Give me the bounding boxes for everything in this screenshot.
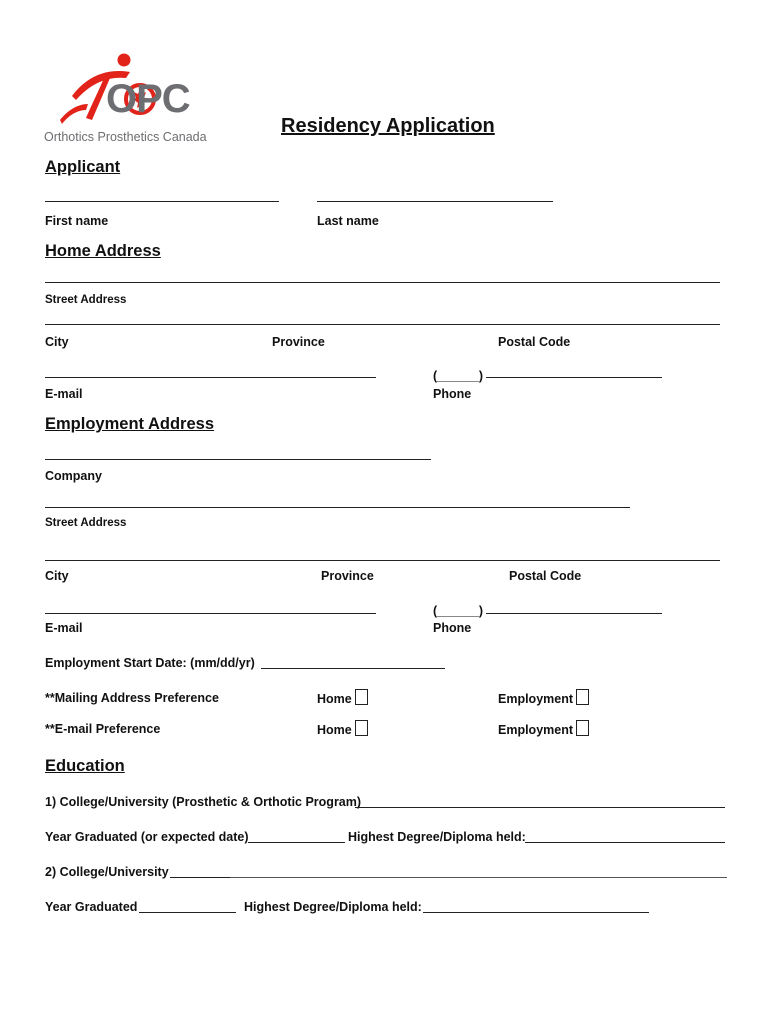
home-postal-label: Postal Code	[498, 335, 571, 349]
mailing-home-option[interactable]	[317, 689, 368, 706]
employment-start-date-label: Employment Start Date: (mm/dd/yr)	[45, 656, 255, 670]
college2-field[interactable]	[170, 877, 230, 878]
employment-email-field[interactable]	[45, 613, 376, 614]
mailing-employment-label: Employment	[498, 692, 574, 706]
home-phone-label: Phone	[433, 387, 472, 401]
email-home-option[interactable]	[317, 720, 368, 737]
email-employment-option[interactable]	[498, 720, 589, 737]
employment-city-label: City	[45, 569, 69, 583]
year-graduated-expected-label: Year Graduated (or expected date)	[45, 830, 249, 844]
email-employment-checkbox[interactable]	[576, 720, 589, 736]
section-education: Education	[45, 757, 125, 775]
section-home-address: Home Address	[45, 242, 161, 260]
home-email-label: E-mail	[45, 387, 83, 401]
home-city-province-postal-field[interactable]	[45, 324, 720, 325]
year-graduated-field[interactable]	[139, 912, 236, 913]
year-graduated-label: Year Graduated	[45, 900, 138, 914]
logo-brand: OPC	[106, 77, 190, 121]
last-name-field[interactable]	[317, 201, 553, 202]
mailing-employment-option[interactable]	[498, 689, 589, 706]
college1-label: 1) College/University (Prosthetic & Orthotic Program)	[45, 795, 362, 809]
email-home-checkbox[interactable]	[355, 720, 368, 736]
first-name-field[interactable]	[45, 201, 279, 202]
college2-label: 2) College/University	[45, 865, 169, 879]
mailing-home-checkbox[interactable]	[355, 689, 368, 705]
company-label: Company	[45, 469, 102, 483]
college1-field[interactable]	[355, 807, 725, 808]
logo-tagline: Orthotics Prosthetics Canada	[44, 130, 207, 144]
employment-email-label: E-mail	[45, 621, 83, 635]
home-street-field[interactable]	[45, 282, 720, 283]
mailing-home-label: Home	[317, 692, 352, 706]
email-employment-label: Employment	[498, 723, 574, 737]
company-field[interactable]	[45, 459, 431, 460]
section-employment-address: Employment Address	[45, 415, 215, 433]
home-phone-field[interactable]	[486, 377, 662, 378]
college2-field-extension[interactable]	[230, 877, 727, 878]
employment-phone-label: Phone	[433, 621, 472, 635]
employment-phone-field[interactable]	[486, 613, 662, 614]
home-province-label: Province	[272, 335, 325, 349]
employment-city-province-postal-field[interactable]	[45, 560, 720, 561]
employment-postal-label: Postal Code	[509, 569, 582, 583]
employment-area-code[interactable]: (______)	[433, 604, 484, 618]
mailing-preference-label: **Mailing Address Preference	[45, 691, 219, 705]
page-title: Residency Application	[281, 115, 495, 137]
home-area-code[interactable]: (______)	[433, 369, 484, 383]
employment-province-label: Province	[321, 569, 374, 583]
highest-degree-1-label: Highest Degree/Diploma held:	[348, 830, 526, 844]
employment-start-date-field[interactable]	[261, 668, 445, 669]
home-city-label: City	[45, 335, 69, 349]
highest-degree-2-label: Highest Degree/Diploma held:	[244, 900, 422, 914]
first-name-label: First name	[45, 214, 109, 228]
year-graduated-expected-field[interactable]	[248, 842, 345, 843]
opc-logo	[44, 48, 222, 148]
home-street-label: Street Address	[45, 294, 127, 306]
employment-street-field[interactable]	[45, 507, 630, 508]
mailing-employment-checkbox[interactable]	[576, 689, 589, 705]
home-email-field[interactable]	[45, 377, 376, 378]
employment-street-label: Street Address	[45, 517, 127, 529]
section-applicant: Applicant	[45, 158, 121, 176]
highest-degree-1-field[interactable]	[525, 842, 725, 843]
email-preference-label: **E-mail Preference	[45, 722, 161, 736]
email-home-label: Home	[317, 723, 352, 737]
highest-degree-2-field[interactable]	[423, 912, 649, 913]
last-name-label: Last name	[317, 214, 379, 228]
